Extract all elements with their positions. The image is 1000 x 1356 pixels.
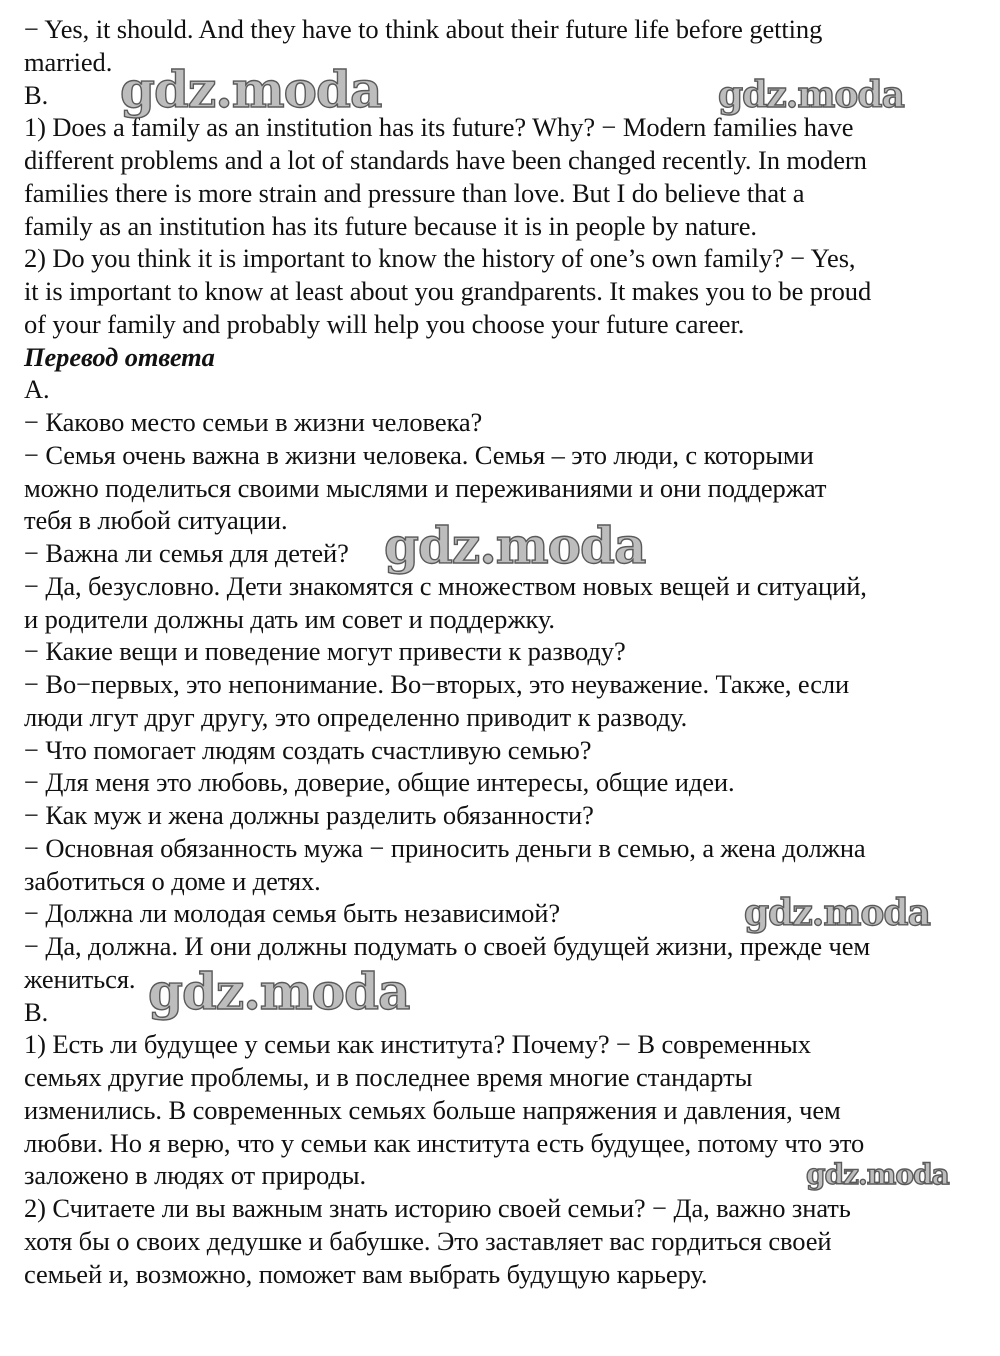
translation-heading: Перевод ответа [24, 341, 215, 372]
text-line: − Важна ли семья для детей? [24, 538, 349, 568]
text-line: тебя в любой ситуации. [24, 505, 288, 536]
text-line: семьях другие проблемы, и в последнее время многие стандарты [24, 1062, 753, 1092]
watermark: gdz.moda [744, 892, 930, 934]
text-line: married. [24, 46, 113, 77]
watermark: gdz.moda [718, 74, 904, 116]
text-line: − Как муж и жена должны разделить обязанности? [24, 800, 594, 830]
text-line: жениться. [24, 963, 136, 994]
watermark: gdz.moda [120, 60, 382, 119]
text-line: − Yes, it should. And they have to think about their future life before getting [24, 14, 823, 44]
text-line: different problems and a lot of standards have been changed recently. In modern [24, 145, 867, 175]
text-line: − Да, должна. И они должны подумать о своей будущей жизни, прежде чем [24, 931, 871, 961]
text-line: it is important to know at least about you grandparents. It makes you to be proud [24, 276, 872, 306]
text-line: изменились. В современных семьях больше напряжения и давления, чем [24, 1094, 841, 1125]
text-line: хотя бы о своих дедушке и бабушке. Это заставляет вас гордиться своей [24, 1225, 832, 1256]
text-line: 1) Есть ли будущее у семьи как института? Почему? − В современных [24, 1029, 811, 1060]
text-line: и родители должны дать им совет и поддержку. [24, 603, 555, 634]
text-line: 1) Does a family as an institution has its future? Why? − Modern families have [24, 112, 854, 143]
text-line: любви. Но я верю, что у семьи как института есть будущее, потому что это [24, 1127, 865, 1158]
text-line: − Для меня это любовь, доверие, общие интересы, общие идеи. [24, 767, 735, 798]
text-line: of your family and probably will help you choose your future career. [24, 308, 745, 339]
text-line: − Во−первых, это непонимание. Во−вторых, это неуважение. Также, если [24, 669, 850, 699]
section-label: B. [24, 79, 49, 110]
text-line: − Что помогает людям создать счастливую семью? [24, 734, 592, 765]
text-line: − Основная обязанность мужа − приносить деньги в семью, а жена должна [24, 832, 866, 863]
text-line: 2) Считаете ли вы важным знать историю своей семьи? − Да, важно знать [24, 1193, 851, 1223]
watermark: gdz.moda [384, 516, 646, 575]
text-line: − Должна ли молодая семья быть независимой? [24, 898, 561, 929]
section-label: А. [24, 374, 50, 405]
text-line: заботиться о доме и детях. [24, 865, 321, 896]
watermark: gdz.moda [148, 962, 410, 1021]
text-line: 2) Do you think it is important to know the history of one’s own family? − Yes, [24, 243, 856, 274]
text-line: − Семья очень важна в жизни человека. Семья – это люди, с которыми [24, 439, 814, 470]
text-line: люди лгут друг другу, это определенно приводит к разводу. [24, 701, 688, 732]
text-line: families there is more strain and pressure than love. But I do believe that a [24, 177, 805, 208]
text-line: заложено в людях от природы. [24, 1160, 366, 1191]
text-line: − Какие вещи и поведение могут привести к разводу? [24, 636, 626, 667]
text-line: − Каково место семьи в жизни человека? [24, 407, 483, 437]
text-line: семьей и, возможно, поможет вам выбрать будущую карьеру. [24, 1258, 708, 1289]
text-line: можно поделиться своими мыслями и переживаниями и они поддержат [24, 472, 827, 503]
document-page [24, 13, 984, 1290]
text-line: family as an institution has its future because it is in people by nature. [24, 210, 757, 241]
section-label: B. [24, 996, 49, 1027]
text-line: − Да, безусловно. Дети знакомятся с множеством новых вещей и ситуаций, [24, 570, 867, 601]
watermark: gdz.moda [806, 1158, 949, 1191]
